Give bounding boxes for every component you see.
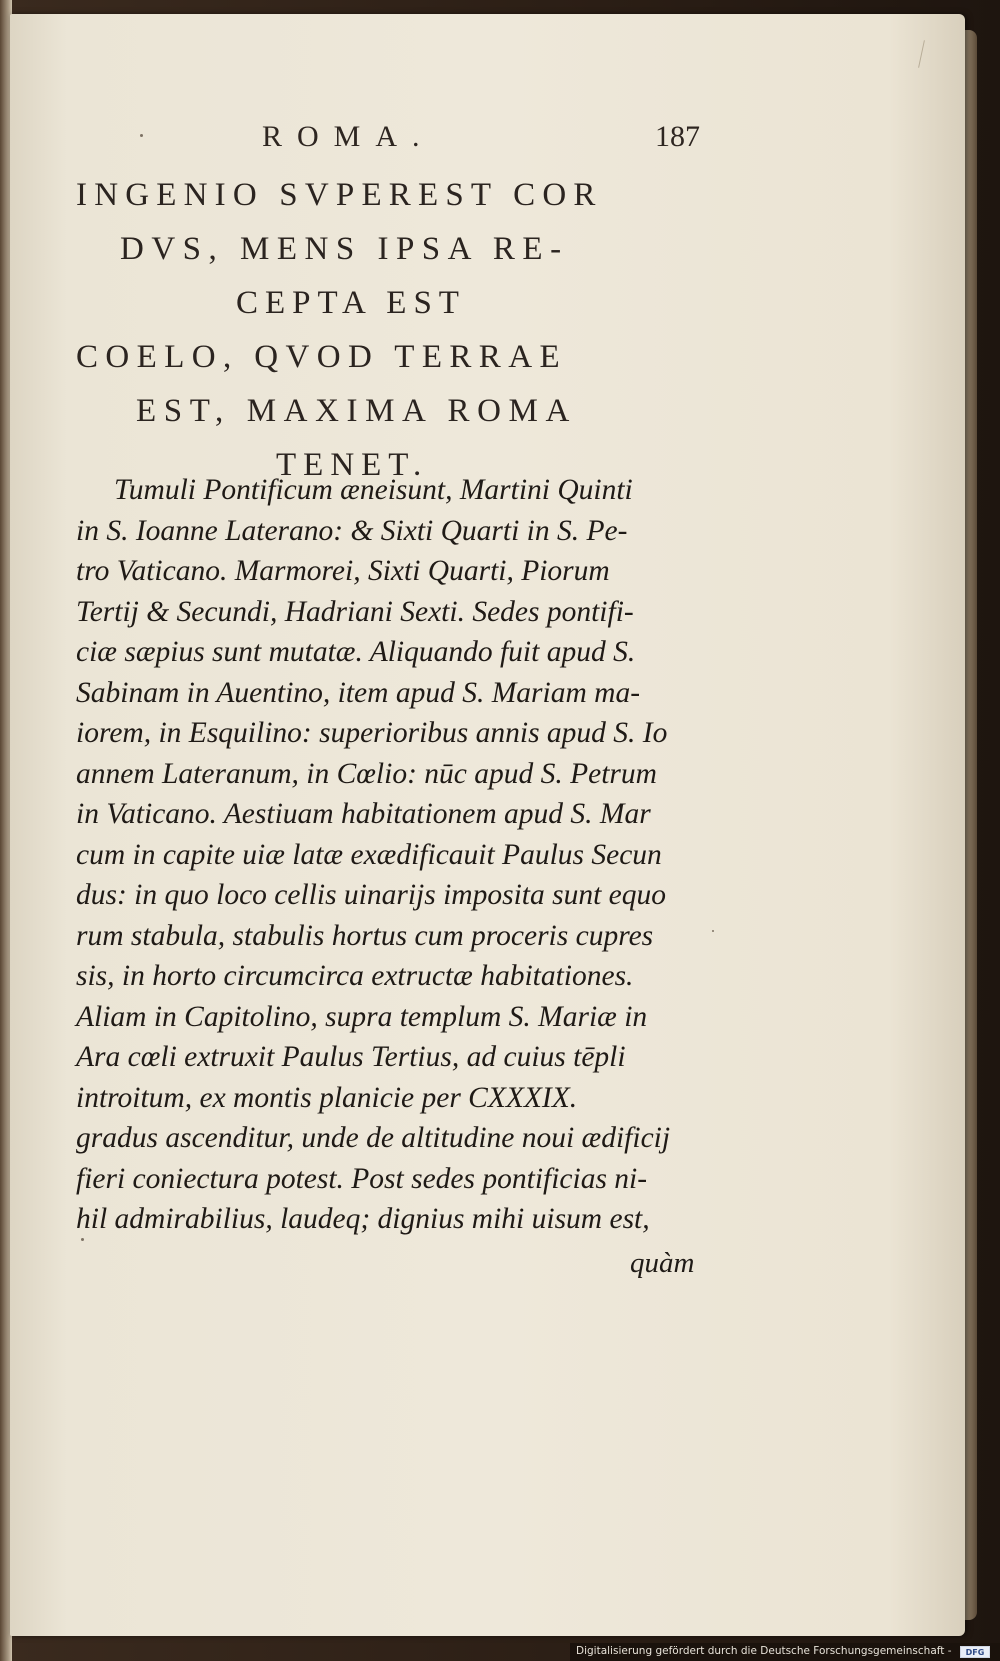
text-line: iorem, in Esquilino: superioribus annis apud S. Io	[76, 717, 668, 749]
heading-line: CEPTA EST	[236, 285, 466, 321]
text-line: ciæ sæpius sunt mutatæ. Aliquando fuit apud S.	[76, 636, 636, 668]
text-line: in S. Ioanne Laterano: & Sixti Quarti in S. Pe-	[76, 514, 628, 547]
text-line: Ara cœli extruxit Paulus Tertius, ad cuius tēpli	[76, 1041, 626, 1073]
text-line: gradus ascenditur, unde de altitudine noui ædificij	[76, 1122, 671, 1154]
heading-line: EST, MAXIMA ROMA	[136, 393, 577, 429]
text-line: sis, in horto circumcirca extructæ habitationes.	[76, 960, 634, 992]
body-paragraph	[76, 470, 716, 1240]
running-head-title: ROMA.	[262, 120, 435, 153]
text-line: cum in capite uiæ latæ exædificauit Paulus Secun	[76, 838, 662, 871]
text-line: in Vaticano. Aestiuam habitationem apud S. Mar	[76, 798, 651, 830]
text-line: hil admirabilius, laudeq; dignius mihi uisum est,	[76, 1203, 650, 1235]
text-line: fieri coniectura potest. Post sedes pontificias ni-	[76, 1162, 648, 1195]
text-line: Sabinam in Auentino, item apud S. Mariam ma-	[76, 676, 641, 709]
text-line: introitum, ex montis planicie per CXXXIX.	[76, 1081, 578, 1114]
heading-line: INGENIO SVPEREST COR	[76, 177, 603, 213]
page-number: 187	[655, 120, 700, 153]
text-line: tro Vaticano. Marmorei, Sixti Quarti, Piorum	[76, 555, 610, 587]
digitization-credit: Digitalisierung gefördert durch die Deutsche Forschungsgemeinschaft -	[576, 1645, 952, 1657]
epitaph-heading	[76, 168, 716, 492]
text-line: Aliam in Capitolino, supra templum S. Mariæ in	[76, 1000, 648, 1033]
dfg-logo: DFG	[960, 1646, 990, 1658]
text-line: rum stabula, stabulis hortus cum proceris cupres	[76, 919, 654, 952]
text-line: dus: in quo loco cellis uinarijs imposita sunt equo	[76, 879, 666, 911]
catchword: quàm	[630, 1247, 695, 1279]
text-line: Tertij & Secundi, Hadriani Sexti. Sedes pontifi-	[76, 595, 634, 628]
paper-speck	[140, 134, 143, 137]
text-line: Tumuli Pontificum æneisunt, Martini Quinti	[114, 474, 633, 506]
text-line: annem Lateranum, in Cœlio: nūc apud S. Petrum	[76, 757, 657, 790]
heading-line: COELO, QVOD TERRAE	[76, 339, 567, 375]
heading-line: DVS, MENS IPSA RE-	[120, 231, 569, 267]
heading-line: TENET.	[276, 447, 429, 483]
